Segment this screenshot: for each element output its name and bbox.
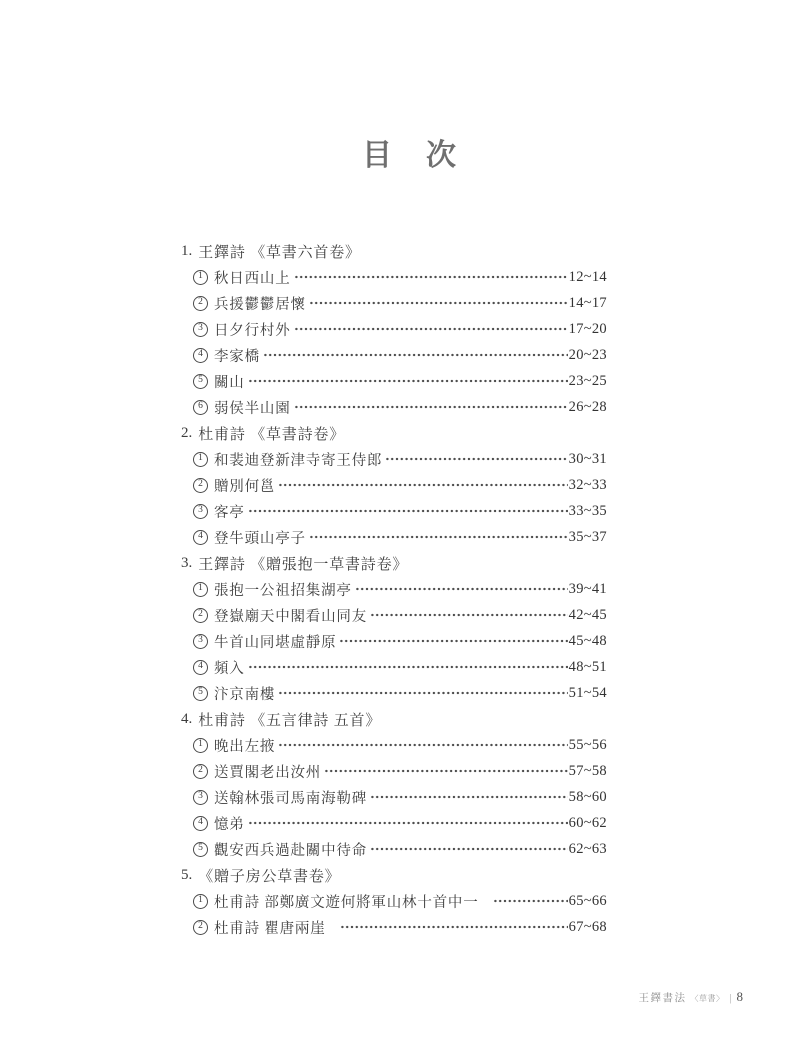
toc-item — [181, 602, 607, 628]
section-title: 王鐸詩 《草書六首卷》 — [198, 244, 361, 261]
circled-number: 4 — [193, 530, 208, 545]
dot-leader — [370, 608, 568, 622]
item-title: 弱侯半山園 — [214, 400, 291, 417]
page-range: 55~56 — [568, 736, 607, 753]
dot-leader — [355, 582, 568, 596]
dot-leader — [248, 816, 568, 830]
item-title: 李家橋 — [214, 348, 260, 365]
circled-number: 1 — [193, 270, 208, 285]
toc-item — [181, 524, 607, 550]
toc-section — [181, 420, 607, 550]
toc-item — [181, 368, 607, 394]
page-range: 62~63 — [568, 840, 607, 857]
footer-page-number: 8 — [736, 989, 743, 1004]
footer-book-title: 王鐸書法 — [638, 993, 687, 1004]
page-footer — [638, 989, 743, 1005]
page-range: 39~41 — [568, 580, 607, 597]
item-title: 關山 — [214, 374, 245, 391]
dot-leader — [278, 686, 567, 700]
dot-leader — [278, 478, 567, 492]
page-title: 目 次 — [362, 139, 458, 172]
page-range: 51~54 — [568, 684, 607, 701]
page-range: 42~45 — [568, 606, 607, 623]
section-number: 2. — [181, 424, 193, 441]
page-range: 60~62 — [568, 814, 607, 831]
dot-leader — [370, 842, 568, 856]
circled-number: 6 — [193, 400, 208, 415]
toc-item — [181, 888, 607, 914]
dot-leader — [309, 296, 568, 310]
toc-item — [181, 576, 607, 602]
item-title: 汴京南樓 — [214, 686, 276, 703]
item-title: 頻入 — [214, 660, 245, 677]
section-number: 3. — [181, 554, 193, 571]
section-number: 5. — [181, 866, 193, 883]
item-title: 送賈閣老出汝州 — [214, 764, 322, 781]
toc-item — [181, 446, 607, 472]
toc-item — [181, 732, 607, 758]
item-title: 杜甫詩 部鄭廣文遊何將軍山林十首中一 — [214, 894, 479, 911]
circled-number: 3 — [193, 634, 208, 649]
page-range: 58~60 — [568, 788, 607, 805]
item-title: 憶弟 — [214, 816, 245, 833]
dot-leader — [294, 400, 568, 414]
page-range: 57~58 — [568, 762, 607, 779]
dot-leader — [370, 790, 568, 804]
section-title: 杜甫詩 《五言律詩 五首》 — [198, 712, 382, 729]
page-range: 26~28 — [568, 398, 607, 415]
circled-number: 1 — [193, 452, 208, 467]
circled-number: 1 — [193, 738, 208, 753]
circled-number: 5 — [193, 842, 208, 857]
circled-number: 1 — [193, 894, 208, 909]
page-range: 23~25 — [568, 372, 607, 389]
page-range: 20~23 — [568, 346, 607, 363]
page-range: 67~68 — [568, 918, 607, 935]
page-range: 30~31 — [568, 450, 607, 467]
toc-item — [181, 290, 607, 316]
circled-number: 4 — [193, 816, 208, 831]
page-range: 48~51 — [568, 658, 607, 675]
toc-item — [181, 264, 607, 290]
section-number: 1. — [181, 242, 193, 259]
page-range: 32~33 — [568, 476, 607, 493]
dot-leader — [339, 634, 567, 648]
toc-item — [181, 784, 607, 810]
table-of-contents — [181, 238, 607, 940]
item-title: 和裴迪登新津寺寄王侍郎 — [214, 452, 383, 469]
toc-item — [181, 394, 607, 420]
circled-number: 2 — [193, 608, 208, 623]
section-number: 4. — [181, 710, 193, 727]
page-range: 65~66 — [568, 892, 607, 909]
circled-number: 3 — [193, 790, 208, 805]
toc-item — [181, 836, 607, 862]
page-range: 12~14 — [568, 268, 607, 285]
section-heading — [181, 862, 607, 888]
dot-leader — [493, 894, 568, 908]
item-title: 張抱一公祖招集湖亭 — [214, 582, 352, 599]
toc-item — [181, 654, 607, 680]
item-title: 日夕行村外 — [214, 322, 291, 339]
dot-leader — [385, 452, 567, 466]
toc-item — [181, 810, 607, 836]
circled-number: 4 — [193, 660, 208, 675]
item-title: 送翰林張司馬南海勒碑 — [214, 790, 367, 807]
toc-section — [181, 862, 607, 940]
circled-number: 5 — [193, 686, 208, 701]
dot-leader — [248, 660, 568, 674]
section-heading — [181, 238, 607, 264]
circled-number: 2 — [193, 296, 208, 311]
footer-divider: | — [729, 993, 732, 1004]
section-title: 《贈子房公草書卷》 — [198, 868, 341, 885]
toc-item — [181, 628, 607, 654]
toc-item — [181, 316, 607, 342]
circled-number: 2 — [193, 478, 208, 493]
item-title: 客亭 — [214, 504, 245, 521]
item-title: 登嶽廟天中閣看山同友 — [214, 608, 367, 625]
item-title: 杜甫詩 瞿唐兩崖 — [214, 920, 326, 937]
circled-number: 3 — [193, 504, 208, 519]
toc-item — [181, 758, 607, 784]
page-range: 14~17 — [568, 294, 607, 311]
item-title: 觀安西兵過赴關中待命 — [214, 842, 367, 859]
dot-leader — [248, 504, 568, 518]
circled-number: 3 — [193, 322, 208, 337]
toc-item — [181, 342, 607, 368]
toc-item — [181, 498, 607, 524]
item-title: 秋日西山上 — [214, 270, 291, 287]
toc-section — [181, 706, 607, 862]
page-range: 35~37 — [568, 528, 607, 545]
circled-number: 1 — [193, 582, 208, 597]
dot-leader — [248, 374, 568, 388]
item-title: 登牛頭山亭子 — [214, 530, 306, 547]
page-range: 45~48 — [568, 632, 607, 649]
item-title: 贈別何邕 — [214, 478, 276, 495]
toc-item — [181, 680, 607, 706]
section-title: 王鐸詩 《贈張抱一草書詩卷》 — [198, 556, 409, 573]
dot-leader — [309, 530, 568, 544]
circled-number: 2 — [193, 764, 208, 779]
page-range: 33~35 — [568, 502, 607, 519]
dot-leader — [294, 322, 568, 336]
toc-section — [181, 238, 607, 420]
toc-item — [181, 914, 607, 940]
circled-number: 4 — [193, 348, 208, 363]
section-heading — [181, 706, 607, 732]
section-heading — [181, 420, 607, 446]
item-title: 牛首山同堪虛靜原 — [214, 634, 337, 651]
dot-leader — [340, 920, 568, 934]
footer-volume: 〈草書〉 — [690, 994, 725, 1003]
dot-leader — [278, 738, 567, 752]
dot-leader — [263, 348, 568, 362]
section-heading — [181, 550, 607, 576]
toc-item — [181, 472, 607, 498]
dot-leader — [294, 270, 568, 284]
page-range: 17~20 — [568, 320, 607, 337]
item-title: 兵援鬱鬱居懷 — [214, 296, 306, 313]
dot-leader — [324, 764, 568, 778]
circled-number: 2 — [193, 920, 208, 935]
section-title: 杜甫詩 《草書詩卷》 — [198, 426, 346, 443]
toc-section — [181, 550, 607, 706]
item-title: 晚出左掖 — [214, 738, 276, 755]
circled-number: 5 — [193, 374, 208, 389]
